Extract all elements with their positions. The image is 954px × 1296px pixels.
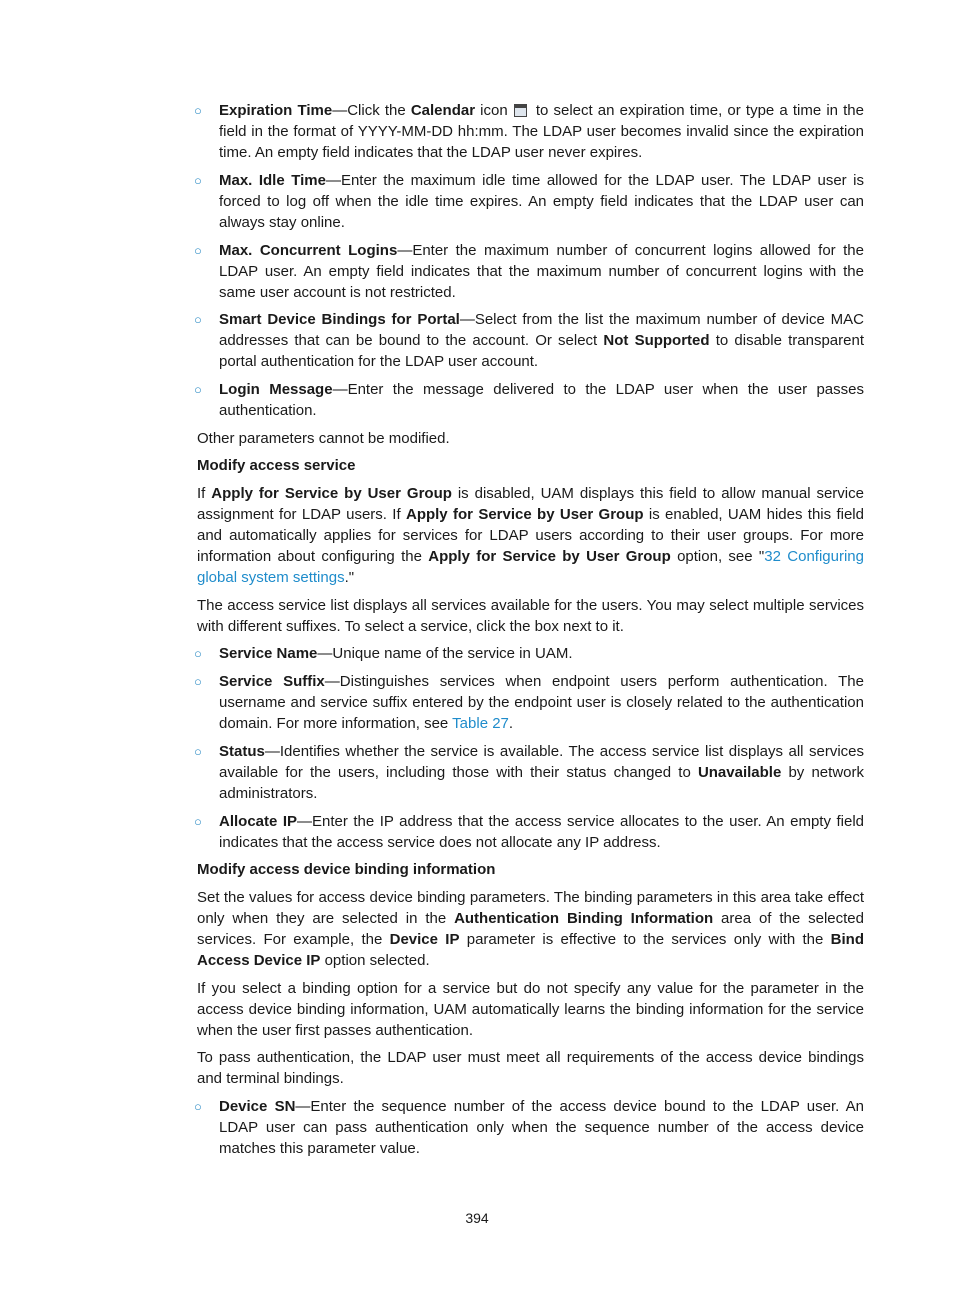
bullet-mark: ○ <box>194 243 202 258</box>
bullet-max-idle-time: ○ Max. Idle Time—Enter the maximum idle time allowed for the LDAP user. The LDAP user is forced to log off when the idle time expires. An empty field indicates that the LDAP user can always stay online. <box>194 172 865 231</box>
page-number: 394 <box>465 1210 489 1226</box>
term-expiration-time: Expiration Time <box>219 102 333 119</box>
bullet-service-name: ○ Service Name—Unique name of the service in UAM. <box>194 645 573 662</box>
bullet-smart-device-bindings: ○ Smart Device Bindings for Portal—Select from the list the maximum number of device MAC addresses that can be bound to the account. Or select Not Supported to disable transparent portal authentication for the LDAP user account. <box>194 311 864 370</box>
bullet-mark: ○ <box>194 103 202 118</box>
bullet-mark: ○ <box>194 382 202 397</box>
bullet-device-sn: ○ Device SN—Enter the sequence number of the access device bound to the LDAP user. An LDAP user can pass authentication only when the sequence number of the access device matches this parameter value. <box>194 1098 864 1157</box>
bullet-mark: ○ <box>194 646 202 661</box>
bullet-login-message: ○ Login Message—Enter the message delivered to the LDAP user when the user passes authentication. <box>194 381 864 419</box>
link-global-system-settings[interactable]: 32 Configuring global system settings <box>197 548 864 586</box>
binding-paragraph-1: Set the values for access device binding parameters. The binding parameters in this area take effect only when they are selected in the Authentication Binding Information area of the selected services. For example, the Device IP parameter is effective to the services only with the Bind Access Device IP option selected. <box>197 889 864 969</box>
bullet-mark: ○ <box>194 1099 202 1114</box>
service-paragraph-1: If Apply for Service by User Group is disabled, UAM displays this field to allow manual service assignment for LDAP users. If Apply for Service by User Group is enabled, UAM hides this field and automatically applies for services for LDAP users according to their user groups. For more information about configuring the Apply for Service by User Group option, see "32 Configuring global system settings." <box>197 485 864 586</box>
binding-paragraph-2: If you select a binding option for a service but do not specify any value for the parameter in the access device binding information, UAM automatically learns the binding information for the service when the user first passes authentication. <box>197 980 864 1039</box>
heading-modify-access-service: Modify access service <box>197 457 356 474</box>
bullet-status: ○ Status—Identifies whether the service is available. The access service list displays all services available for the users, including those with their status changed to Unavailable by network administrators. <box>194 743 864 802</box>
service-paragraph-2: The access service list displays all services available for the users. You may select multiple services with different suffixes. To select a service, click the box next to it. <box>197 597 864 635</box>
bullet-mark: ○ <box>194 814 202 829</box>
bullet-mark: ○ <box>194 674 202 689</box>
binding-paragraph-3: To pass authentication, the LDAP user must meet all requirements of the access device bindings and terminal bindings. <box>197 1049 864 1087</box>
other-params-text: Other parameters cannot be modified. <box>197 430 450 447</box>
calendar-icon <box>514 104 527 117</box>
bullet-mark: ○ <box>194 312 202 327</box>
bullet-allocate-ip: ○ Allocate IP—Enter the IP address that the access service allocates to the user. An empty field indicates that the access service does not allocate any IP address. <box>194 813 864 851</box>
heading-modify-binding: Modify access device binding information <box>197 861 496 878</box>
bullet-mark: ○ <box>194 173 202 188</box>
bullet-mark: ○ <box>194 744 202 759</box>
bullet-expiration-time: ○ Expiration Time—Click the Calendar icon to select an expiration time, or type a time in the field in the format of YYYY-MM-DD hh:mm. The LDAP user becomes invalid since the expiration time. An empty field indicates that the LDAP user never expires. <box>194 102 864 161</box>
link-table-27[interactable]: Table 27 <box>452 715 509 732</box>
bullet-max-concurrent-logins: ○ Max. Concurrent Logins—Enter the maximum number of concurrent logins allowed for the LDAP user. An empty field indicates that the maximum number of concurrent logins with the same user account is not restricted. <box>194 242 864 301</box>
bullet-service-suffix: ○ Service Suffix—Distinguishes services when endpoint users perform authentication. The username and service suffix entered by the endpoint user is closely related to the authentication domain. For more information, see Table 27. <box>194 673 864 732</box>
